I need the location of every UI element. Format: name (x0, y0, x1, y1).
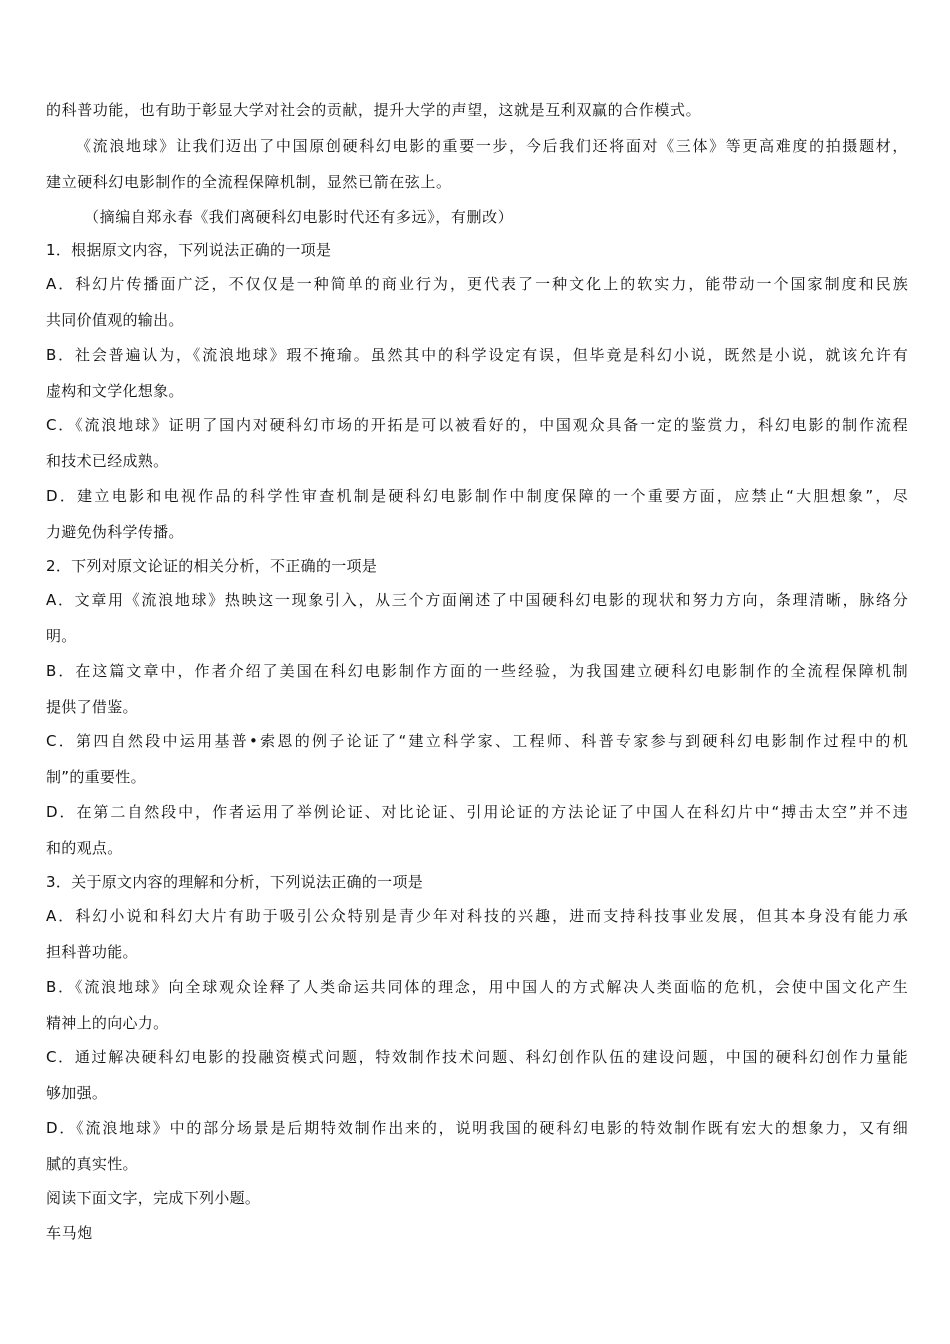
option-line: C．第四自然段中运用基普•索恩的例子论证了“建立科学家、工程师、科普专家参与到硬科幻电影制作过程中的机 (46, 732, 908, 750)
option-line: 担科普功能。 (46, 943, 138, 961)
question-stem: 3．关于原文内容的理解和分析，下列说法正确的一项是 (46, 873, 424, 891)
question-stem: 2．下列对原文论证的相关分析，不正确的一项是 (46, 557, 378, 575)
option-line: 提供了借鉴。 (46, 698, 138, 716)
option-line: 明。 (46, 627, 77, 645)
option-line: B．《流浪地球》向全球观众诠释了人类命运共同体的理念，用中国人的方式解决人类面临的危机，会使中国文化产生 (46, 978, 908, 996)
option-line: 力避免伪科学传播。 (46, 523, 184, 541)
question-stem: 1．根据原文内容，下列说法正确的一项是 (46, 241, 332, 259)
passage-paragraph-line: 建立硬科幻电影制作的全流程保障机制，显然已箭在弦上。 (46, 173, 452, 191)
option-line: D．建立电影和电视作品的科学性审查机制是硬科幻电影制作中制度保障的一个重要方面，应禁止“大胆想象”，尽 (46, 487, 908, 505)
option-line: 和技术已经成熟。 (46, 452, 169, 470)
option-line: 腻的真实性。 (46, 1155, 138, 1173)
next-passage-title: 车马炮 (46, 1224, 93, 1242)
option-line: 和的观点。 (46, 839, 123, 857)
option-line: 精神上的向心力。 (46, 1014, 169, 1032)
option-line: D．《流浪地球》中的部分场景是后期特效制作出来的，说明我国的硬科幻电影的特效制作既有宏大的想象力，又有细 (46, 1119, 908, 1137)
option-line: 共同价值观的输出。 (46, 311, 184, 329)
option-line: B．社会普遍认为，《流浪地球》瑕不掩瑜。虽然其中的科学设定有误，但毕竟是科幻小说，既然是小说，就该允许有 (46, 346, 908, 364)
option-line: 虚构和文学化想象。 (46, 382, 184, 400)
option-line: A．科幻片传播面广泛，不仅仅是一种简单的商业行为，更代表了一种文化上的软实力，能带动一个国家制度和民族 (46, 275, 908, 293)
option-line: A．科幻小说和科幻大片有助于吸引公众特别是青少年对科技的兴趣，进而支持科技事业发展，但其本身没有能力承 (46, 907, 908, 925)
passage-paragraph-line: 《流浪地球》让我们迈出了中国原创硬科幻电影的重要一步，今后我们还将面对《三体》等更高难度的拍摄题材， (76, 137, 908, 155)
option-line: B．在这篇文章中，作者介绍了美国在科幻电影制作方面的一些经验，为我国建立硬科幻电影制作的全流程保障机制 (46, 662, 908, 680)
passage-paragraph-end: 的科普功能，也有助于彰显大学对社会的贡献，提升大学的声望，这就是互利双赢的合作模式。 (46, 101, 702, 119)
option-line: C．《流浪地球》证明了国内对硬科幻市场的开拓是可以被看好的，中国观众具备一定的鉴赏力，科幻电影的制作流程 (46, 416, 908, 434)
option-line: 够加强。 (46, 1084, 108, 1102)
option-line: A．文章用《流浪地球》热映这一现象引入，从三个方面阐述了中国硬科幻电影的现状和努力方向，条理清晰，脉络分 (46, 591, 908, 609)
option-line: 制”的重要性。 (46, 768, 146, 786)
option-line: D．在第二自然段中，作者运用了举例论证、对比论证、引用论证的方法论证了中国人在科幻片中“搏击太空”并不违 (46, 803, 908, 821)
passage-source: （摘编自郑永春《我们离硬科幻电影时代还有多远》，有删改） (84, 208, 514, 226)
option-line: C．通过解决硬科幻电影的投融资模式问题，特效制作技术问题、科幻创作队伍的建设问题，中国的硬科幻创作力量能 (46, 1048, 908, 1066)
reading-instruction: 阅读下面文字，完成下列小题。 (46, 1189, 261, 1207)
